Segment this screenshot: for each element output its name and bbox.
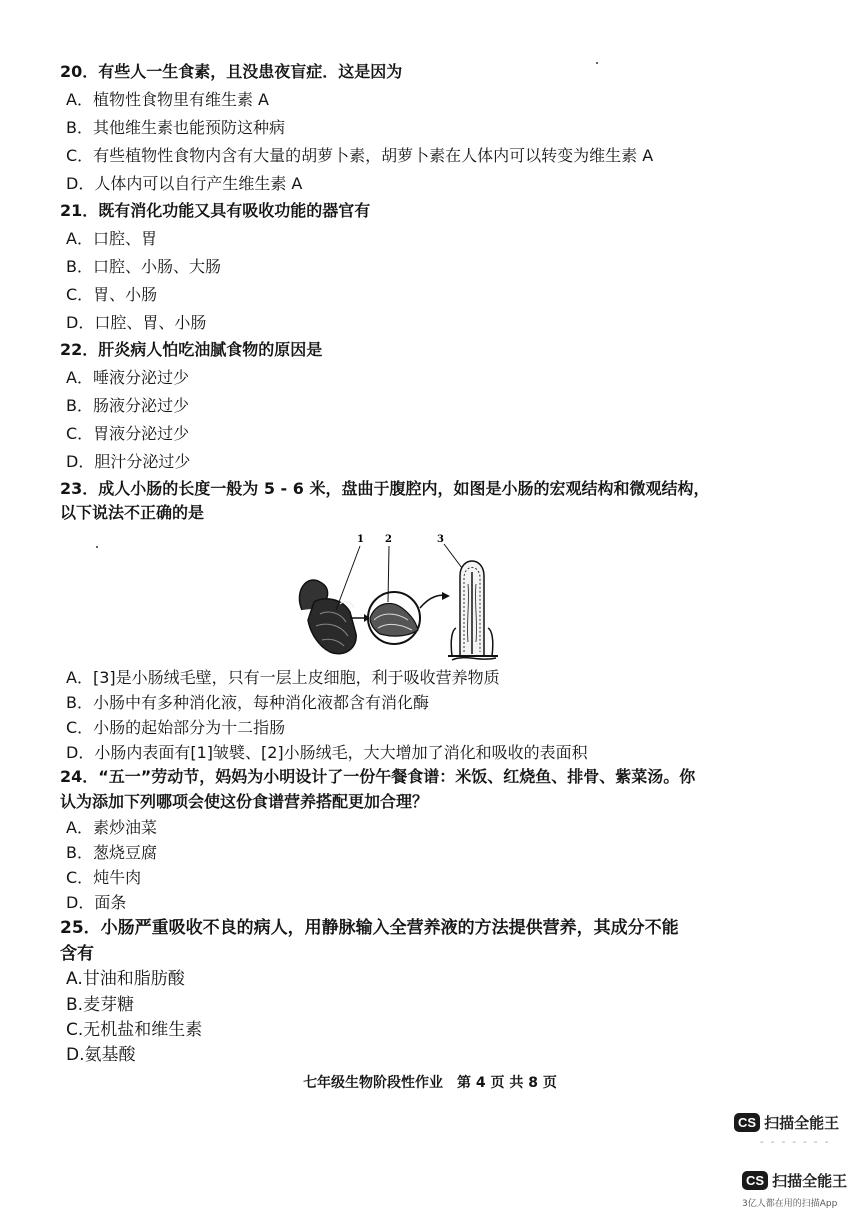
- scan-speck: [96, 546, 98, 548]
- question-21-stem: 21．既有消化功能又具有吸收功能的器官有: [60, 201, 371, 220]
- q24-option-c: C．炖牛肉: [66, 868, 142, 887]
- q22-option-d: D．胆汁分泌过少: [66, 452, 191, 471]
- q24-option-a: A．素炒油菜: [66, 818, 157, 837]
- q24-option-d: D．面条: [66, 893, 127, 912]
- scanner-app-name: 扫描全能王: [764, 1114, 840, 1132]
- question-22-stem: 22．肝炎病人怕吃油腻食物的原因是: [60, 340, 323, 359]
- question-25-stem-cont: 含有: [60, 944, 94, 964]
- figure-label-1: 1: [357, 534, 364, 545]
- q24-option-b: B．葱烧豆腐: [66, 843, 157, 862]
- q22-option-a: A．唾液分泌过少: [66, 368, 189, 387]
- q25-option-a: A.甘油和脂肪酸: [66, 969, 185, 989]
- q22-option-c: C．胃液分泌过少: [66, 424, 190, 443]
- scanner-watermark-lower: [742, 1170, 847, 1191]
- q20-option-d: D．人体内可以自行产生维生素 A: [66, 174, 303, 193]
- question-25-stem: 25．小肠严重吸收不良的病人，用静脉输入全营养液的方法提供营养，其成分不能: [60, 918, 679, 938]
- villi-circle-drawing: [368, 592, 420, 644]
- page-footer: 七年级生物阶段性作业 第 4 页 共 8 页: [303, 1075, 557, 1091]
- question-23-stem-cont: 以下说法不正确的是: [60, 503, 205, 522]
- q23-option-d: D．小肠内表面有[1]皱襞、[2]小肠绒毛，大大增加了消化和吸收的表面积: [66, 743, 588, 762]
- q20-option-b: B．其他维生素也能预防这种病: [66, 118, 285, 137]
- q20-option-c: C．有些植物性食物内含有大量的胡萝卜素，胡萝卜素在人体内可以转变为维生素 A: [66, 146, 654, 165]
- question-24-stem-cont: 认为添加下列哪项会使这份食谱营养搭配更加合理？: [60, 792, 429, 811]
- watermark-dashes: - - - - - - -: [760, 1137, 831, 1148]
- cs-logo-icon: CS: [734, 1113, 760, 1132]
- scanner-tagline: 3亿人都在用的扫描App: [742, 1199, 838, 1209]
- question-24-stem: 24．“五一”劳动节，妈妈为小明设计了一份午餐食谱：米饭、红烧鱼、排骨、紫菜汤。你: [60, 767, 696, 786]
- q25-option-d: D.氨基酸: [66, 1045, 136, 1065]
- q21-option-a: A．口腔、胃: [66, 229, 157, 248]
- q20-option-a: A．植物性食物里有维生素 A: [66, 90, 269, 109]
- figure-label-3: 3: [437, 534, 444, 545]
- scanner-watermark-upper: [734, 1112, 839, 1133]
- q23-option-c: C．小肠的起始部分为十二指肠: [66, 718, 286, 737]
- q22-option-b: B．肠液分泌过少: [66, 396, 189, 415]
- q21-option-c: C．胃、小肠: [66, 285, 158, 304]
- question-20-stem: 20．有些人一生食素，且没患夜盲症．这是因为: [60, 62, 403, 81]
- q25-option-c: C.无机盐和维生素: [66, 1020, 203, 1040]
- intestine-tube-drawing: [299, 580, 356, 654]
- q23-option-a: A．[3]是小肠绒毛壁，只有一层上皮细胞，利于吸收营养物质: [66, 668, 500, 687]
- q25-option-b: B.麦芽糖: [66, 995, 135, 1015]
- scan-speck: [596, 62, 598, 64]
- question-23-stem: 23．成人小肠的长度一般为 5 - 6 米，盘曲于腹腔内，如图是小肠的宏观结构和微观结构，: [60, 479, 710, 498]
- scanner-app-name: 扫描全能王: [772, 1172, 848, 1190]
- q23-option-b: B．小肠中有多种消化液，每种消化液都含有消化酶: [66, 693, 429, 712]
- cs-logo-icon: CS: [742, 1171, 768, 1190]
- figure-label-2: 2: [385, 534, 392, 545]
- small-intestine-figure: [284, 532, 520, 664]
- q21-option-d: D．口腔、胃、小肠: [66, 313, 207, 332]
- q21-option-b: B．口腔、小肠、大肠: [66, 257, 221, 276]
- villus-drawing: [448, 561, 498, 660]
